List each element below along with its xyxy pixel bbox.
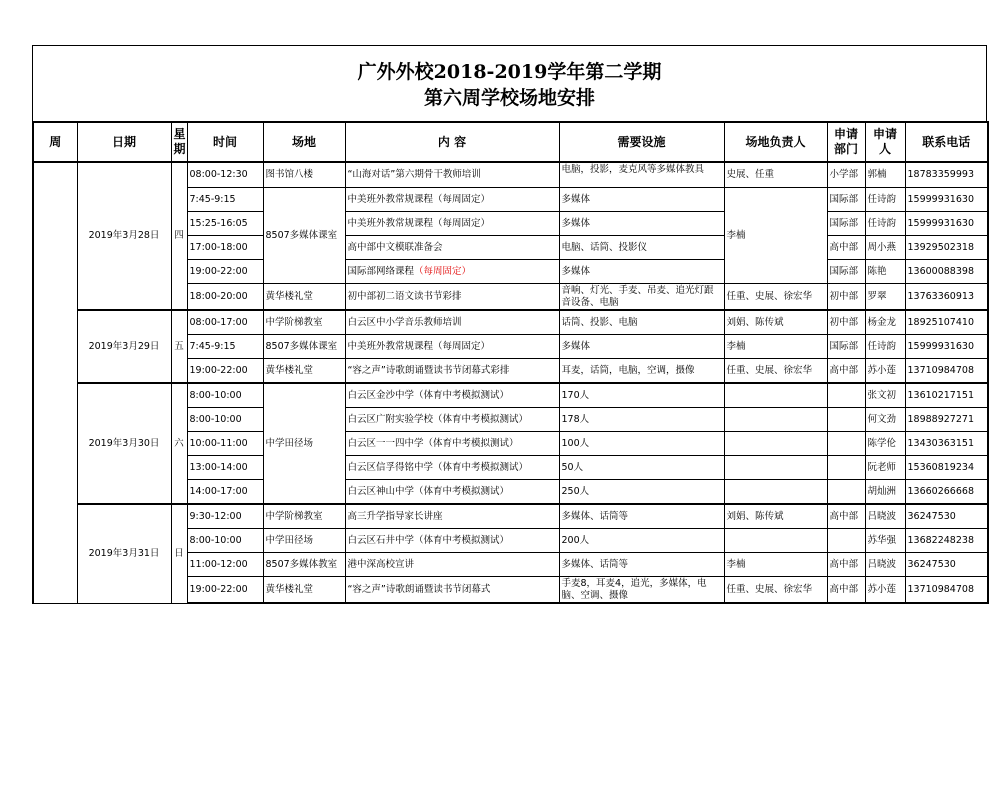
content-cell: 白云区中小学音乐教师培训 — [345, 310, 559, 335]
applicant-cell: 罗翠 — [865, 284, 905, 311]
time-cell: 8:00-10:00 — [187, 529, 263, 553]
applicant-cell: 任诗韵 — [865, 188, 905, 212]
equipment-cell: 250人 — [559, 480, 724, 505]
applicant-cell: 苏小莲 — [865, 359, 905, 384]
content-cell: 高三升学指导家长讲座 — [345, 504, 559, 529]
person-cell — [724, 456, 827, 480]
content-cell: 白云区神山中学（体育中考模拟测试） — [345, 480, 559, 505]
equipment-cell: 多媒体 — [559, 260, 724, 284]
content-cell: 中美班外教常规课程（每周固定） — [345, 335, 559, 359]
header-dept: 申请部门 — [827, 122, 865, 162]
person-cell — [724, 383, 827, 408]
phone-cell: 13660266668 — [905, 480, 988, 505]
time-cell: 15:25-16:05 — [187, 212, 263, 236]
phone-cell: 18925107410 — [905, 310, 988, 335]
content-cell: 港中深高校宣讲 — [345, 553, 559, 577]
phone-cell: 15360819234 — [905, 456, 988, 480]
schedule-sheet — [32, 45, 987, 604]
applicant-cell: 陈艳 — [865, 260, 905, 284]
applicant-cell: 张文初 — [865, 383, 905, 408]
header-weekday: 星期 — [171, 122, 187, 162]
content-cell: “容之声”诗歌朗诵暨读书节闭幕式彩排 — [345, 359, 559, 384]
venue-cell: 黄华楼礼堂 — [263, 359, 345, 384]
person-cell — [724, 529, 827, 553]
venue-cell: 中学田径场 — [263, 529, 345, 553]
content-main: 国际部网络课程 — [347, 265, 415, 277]
date-cell: 2019年3月31日 — [77, 504, 171, 603]
applicant-cell: 苏小莲 — [865, 577, 905, 604]
content-cell: 中美班外教常规课程（每周固定） — [345, 212, 559, 236]
equipment-cell: 多媒体、话筒等 — [559, 553, 724, 577]
venue-cell: 8507多媒体课室 — [263, 188, 345, 284]
equipment-cell: 电脑、话筒、投影仪 — [559, 236, 724, 260]
equipment-cell: 50人 — [559, 456, 724, 480]
person-cell: 李楠 — [724, 188, 827, 284]
content-cell: “容之声”诗歌朗诵暨读书节闭幕式 — [345, 577, 559, 604]
time-cell: 19:00-22:00 — [187, 577, 263, 604]
title-line-1: 广外外校2018-2019学年第二学期 — [357, 61, 662, 83]
header-venue-person: 场地负责人 — [724, 122, 827, 162]
applicant-cell: 杨金龙 — [865, 310, 905, 335]
weekday-cell: 六 — [171, 383, 187, 504]
time-cell: 17:00-18:00 — [187, 236, 263, 260]
dept-cell: 高中部 — [827, 504, 865, 529]
applicant-cell: 郭楠 — [865, 162, 905, 188]
weekday-cell: 五 — [171, 310, 187, 383]
phone-cell: 36247530 — [905, 504, 988, 529]
applicant-cell: 苏华强 — [865, 529, 905, 553]
applicant-cell: 何文劲 — [865, 408, 905, 432]
date-cell: 2019年3月28日 — [77, 162, 171, 310]
content-cell: 白云区石井中学（体育中考模拟测试） — [345, 529, 559, 553]
venue-cell: 8507多媒体课室 — [263, 335, 345, 359]
time-cell: 8:00-10:00 — [187, 383, 263, 408]
applicant-cell: 吕晓波 — [865, 504, 905, 529]
content-cell: 白云区信孚得铭中学（体育中考模拟测试） — [345, 456, 559, 480]
weekday-cell: 四 — [171, 162, 187, 310]
content-cell: 中美班外教常规课程（每周固定） — [345, 188, 559, 212]
applicant-cell: 任诗韵 — [865, 212, 905, 236]
phone-cell: 18783359993 — [905, 162, 988, 188]
phone-cell: 15999931630 — [905, 188, 988, 212]
dept-cell: 国际部 — [827, 335, 865, 359]
time-cell: 8:00-10:00 — [187, 408, 263, 432]
table-row — [33, 383, 988, 408]
table-row — [33, 310, 988, 335]
dept-cell: 高中部 — [827, 236, 865, 260]
phone-cell: 15999931630 — [905, 335, 988, 359]
table-row — [33, 504, 988, 529]
phone-cell: 15999931630 — [905, 212, 988, 236]
time-cell: 19:00-22:00 — [187, 359, 263, 384]
date-cell: 2019年3月29日 — [77, 310, 171, 383]
equipment-cell: 手麦8，耳麦4，追光，多媒体，电脑、空调、摄像 — [559, 577, 724, 604]
phone-cell: 36247530 — [905, 553, 988, 577]
content-cell: 白云区一一四中学（体育中考模拟测试） — [345, 432, 559, 456]
phone-cell: 13600088398 — [905, 260, 988, 284]
time-cell: 19:00-22:00 — [187, 260, 263, 284]
title-box — [32, 45, 987, 121]
applicant-cell: 吕晓波 — [865, 553, 905, 577]
applicant-cell: 任诗韵 — [865, 335, 905, 359]
venue-cell: 黄华楼礼堂 — [263, 284, 345, 311]
equipment-cell: 多媒体 — [559, 188, 724, 212]
table-row — [33, 162, 988, 188]
equipment-cell: 话筒、投影、电脑 — [559, 310, 724, 335]
equipment-cell: 多媒体 — [559, 335, 724, 359]
header-content: 内 容 — [345, 122, 559, 162]
applicant-cell: 阮老师 — [865, 456, 905, 480]
dept-cell — [827, 383, 865, 408]
equipment-cell: 178人 — [559, 408, 724, 432]
venue-cell: 中学田径场 — [263, 383, 345, 504]
person-cell: 李楠 — [724, 335, 827, 359]
venue-cell: 黄华楼礼堂 — [263, 577, 345, 604]
dept-cell: 国际部 — [827, 212, 865, 236]
equipment-cell: 170人 — [559, 383, 724, 408]
dept-cell: 高中部 — [827, 359, 865, 384]
schedule-table — [32, 121, 989, 604]
equipment-cell: 多媒体 — [559, 212, 724, 236]
time-cell: 7:45-9:15 — [187, 188, 263, 212]
dept-cell: 初中部 — [827, 310, 865, 335]
person-cell: 任重、史展、徐宏华 — [724, 284, 827, 311]
header-venue: 场地 — [263, 122, 345, 162]
phone-cell: 13929502318 — [905, 236, 988, 260]
content-cell — [345, 260, 559, 284]
time-cell: 13:00-14:00 — [187, 456, 263, 480]
venue-cell: 中学阶梯教室 — [263, 504, 345, 529]
equipment-cell: 100人 — [559, 432, 724, 456]
content-cell: “山海对话”第六期骨干教师培训 — [345, 162, 559, 188]
date-cell: 2019年3月30日 — [77, 383, 171, 504]
weekday-cell: 日 — [171, 504, 187, 603]
dept-cell — [827, 432, 865, 456]
person-cell: 刘娟、陈传斌 — [724, 504, 827, 529]
content-cell: 白云区金沙中学（体育中考模拟测试） — [345, 383, 559, 408]
venue-cell: 8507多媒体教室 — [263, 553, 345, 577]
content-note-red: （每周固定） — [414, 265, 472, 277]
header-week: 周 — [33, 122, 77, 162]
dept-cell — [827, 480, 865, 505]
phone-cell: 13682248238 — [905, 529, 988, 553]
person-cell: 刘娟、陈传斌 — [724, 310, 827, 335]
person-cell: 史展、任重 — [724, 162, 827, 188]
dept-cell: 国际部 — [827, 260, 865, 284]
time-cell: 18:00-20:00 — [187, 284, 263, 311]
header-date: 日期 — [77, 122, 171, 162]
person-cell — [724, 432, 827, 456]
person-cell: 任重、史展、徐宏华 — [724, 359, 827, 384]
phone-cell: 13710984708 — [905, 577, 988, 604]
header-applicant: 申请人 — [865, 122, 905, 162]
phone-cell: 13710984708 — [905, 359, 988, 384]
week-cell — [33, 162, 77, 603]
phone-cell: 13610217151 — [905, 383, 988, 408]
equipment-cell: 多媒体、话筒等 — [559, 504, 724, 529]
time-cell: 08:00-12:30 — [187, 162, 263, 188]
dept-cell: 国际部 — [827, 188, 865, 212]
dept-cell: 高中部 — [827, 553, 865, 577]
content-cell: 白云区广附实验学校（体育中考模拟测试） — [345, 408, 559, 432]
time-cell: 9:30-12:00 — [187, 504, 263, 529]
person-cell — [724, 408, 827, 432]
dept-cell: 初中部 — [827, 284, 865, 311]
content-cell: 高中部中文模联准备会 — [345, 236, 559, 260]
header-phone: 联系电话 — [905, 122, 988, 162]
venue-cell: 图书馆八楼 — [263, 162, 345, 188]
dept-cell — [827, 456, 865, 480]
time-cell: 14:00-17:00 — [187, 480, 263, 505]
header-time: 时间 — [187, 122, 263, 162]
phone-cell: 18988927271 — [905, 408, 988, 432]
time-cell: 10:00-11:00 — [187, 432, 263, 456]
content-cell: 初中部初二语文读书节彩排 — [345, 284, 559, 311]
phone-cell: 13763360913 — [905, 284, 988, 311]
venue-cell: 中学阶梯教室 — [263, 310, 345, 335]
person-cell — [724, 480, 827, 505]
dept-cell — [827, 529, 865, 553]
equipment-cell: 200人 — [559, 529, 724, 553]
title-line-2: 第六周学校场地安排 — [423, 87, 595, 109]
applicant-cell: 周小燕 — [865, 236, 905, 260]
equipment-cell: 电脑，投影，麦克风等多媒体教具 — [559, 162, 724, 188]
dept-cell: 高中部 — [827, 577, 865, 604]
phone-cell: 13430363151 — [905, 432, 988, 456]
equipment-cell: 耳麦，话筒，电脑，空调，摄像 — [559, 359, 724, 384]
applicant-cell: 胡灿洲 — [865, 480, 905, 505]
header-equipment: 需要设施 — [559, 122, 724, 162]
time-cell: 7:45-9:15 — [187, 335, 263, 359]
person-cell: 李楠 — [724, 553, 827, 577]
person-cell: 任重、史展、徐宏华 — [724, 577, 827, 604]
time-cell: 08:00-17:00 — [187, 310, 263, 335]
applicant-cell: 陈学伦 — [865, 432, 905, 456]
dept-cell — [827, 408, 865, 432]
dept-cell: 小学部 — [827, 162, 865, 188]
equipment-cell: 音响、灯光、手麦、吊麦、追光灯跟音设备、电脑 — [559, 284, 724, 311]
time-cell: 11:00-12:00 — [187, 553, 263, 577]
header-row — [33, 122, 988, 162]
